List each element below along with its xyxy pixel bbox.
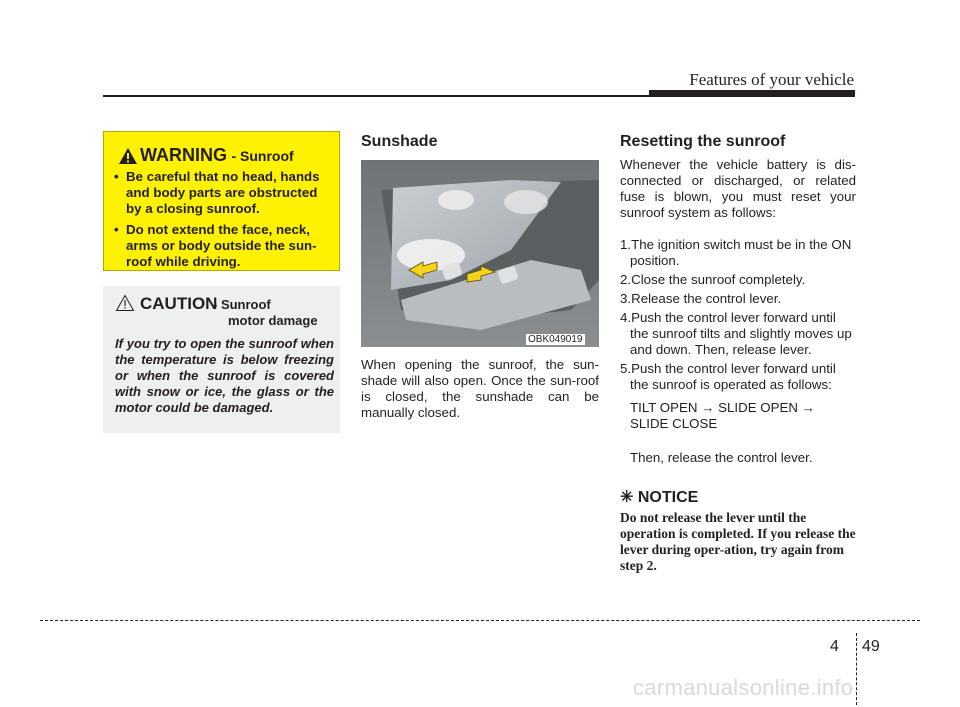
warning-item: • Be careful that no head, hands and body parts are obstructed by a closing sunroof. xyxy=(112,169,336,217)
header-rule-thick xyxy=(649,90,855,96)
caution-topic: - Sunroof xyxy=(213,297,271,312)
watermark: carmanualsonline.info xyxy=(633,675,854,700)
chapter-number: 4 xyxy=(830,638,839,655)
footer-divider xyxy=(856,633,857,705)
sequence-line: TILT OPEN → SLIDE OPEN → xyxy=(630,400,815,415)
warning-triangle-icon xyxy=(118,147,138,165)
warning-word: WARNING xyxy=(140,145,227,165)
notice-heading: ✳ NOTICE xyxy=(620,489,699,506)
caution-word: CAUTION xyxy=(140,294,218,313)
sequence-line-2: SLIDE CLOSE xyxy=(630,416,718,431)
caution-text: If you try to open the sunroof when the temperature is below freezing or when the sunroof is covered with snow or ice, the glass or the motor could be damaged. xyxy=(115,336,334,415)
warning-box xyxy=(103,131,340,271)
sunroof-photo xyxy=(361,160,599,347)
warning-list xyxy=(112,169,336,275)
reset-step: 4.Push the control lever forward until the sunroof tilts and slightly moves up and down. Then, release lever. xyxy=(620,310,852,357)
release-instruction: Then, release the control lever. xyxy=(630,450,813,465)
caution-topic-line2: motor damage xyxy=(228,313,318,328)
caution-box xyxy=(103,286,340,433)
warning-item: • Do not extend the face, neck, arms or body outside the sun-roof while driving. xyxy=(112,222,336,270)
reset-step: 1.The ignition switch must be in the ON position. xyxy=(620,237,852,268)
reset-step: 3.Release the control lever. xyxy=(620,291,782,306)
notice-text: Do not release the lever until the operation is completed. If you release the lever during oper-ation, try again from step 2. xyxy=(620,510,856,573)
reset-heading: Resetting the sunroof xyxy=(620,133,786,150)
footer-rule xyxy=(40,620,920,621)
section-title: Features of your vehicle xyxy=(689,70,854,89)
sunshade-text: When opening the sunroof, the sun-shade will also open. Once the sun-roof is closed, the sunshade can be manually closed. xyxy=(361,357,599,420)
image-code: OBK049019 xyxy=(528,334,583,345)
reset-intro: Whenever the vehicle battery is dis-connected or discharged, or related fuse is blown, you must reset your sunroof system as follows: xyxy=(620,157,856,220)
reset-step: 2.Close the sunroof completely. xyxy=(620,272,806,287)
warning-topic: - Sunroof xyxy=(231,148,294,164)
reset-step: 5.Push the control lever forward until the sunroof is operated as follows: xyxy=(620,361,836,392)
caution-triangle-icon xyxy=(115,294,135,312)
page-number: 49 xyxy=(862,638,880,655)
sunshade-heading: Sunshade xyxy=(361,133,438,150)
reset-steps xyxy=(620,237,856,396)
